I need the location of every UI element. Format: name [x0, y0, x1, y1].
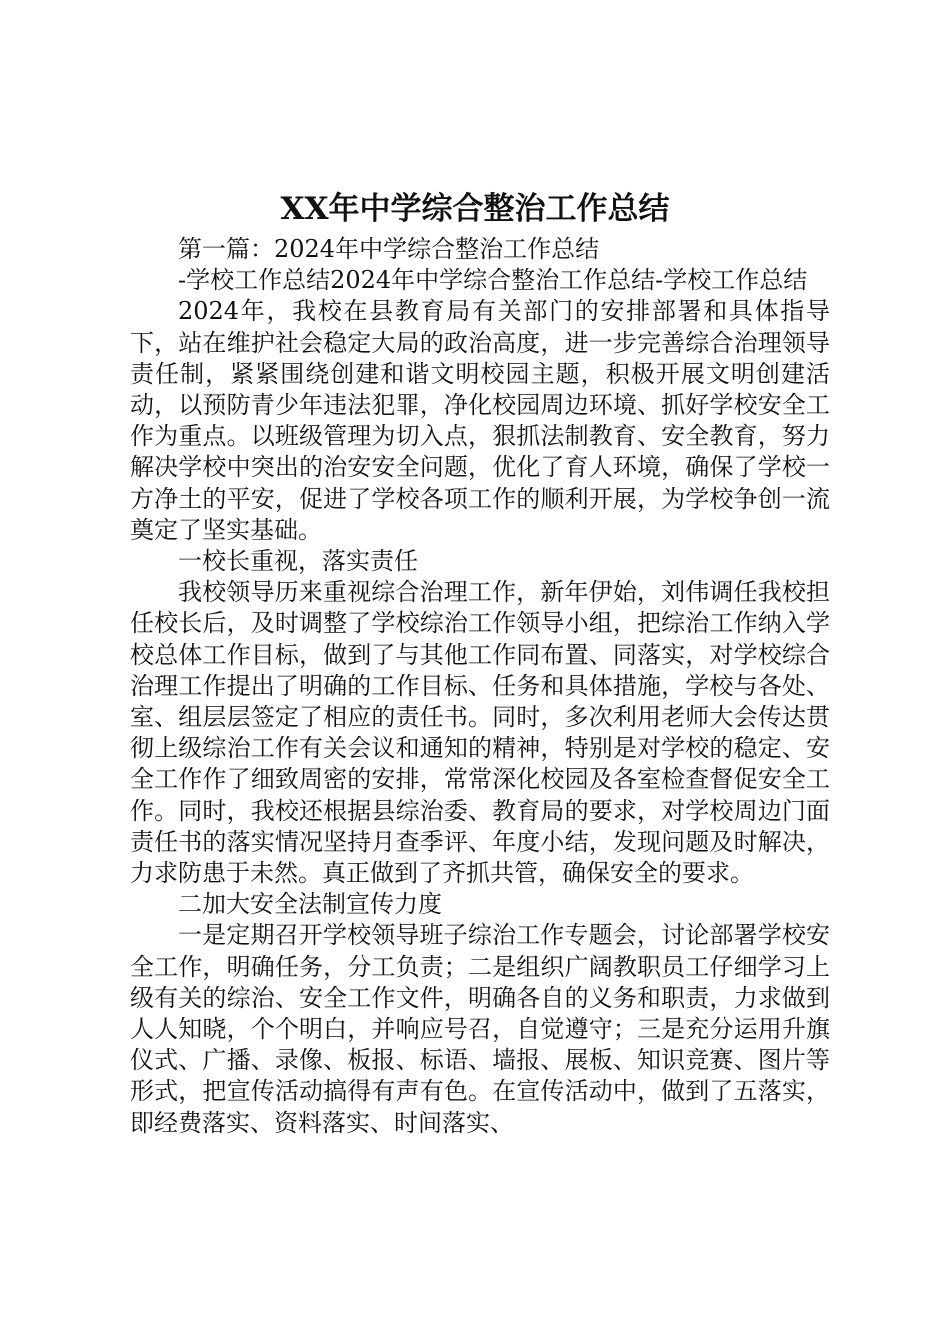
section-heading-one: 一校长重视，落实责任 [178, 547, 418, 576]
document-title: XX年中学综合整治工作总结 [280, 191, 670, 227]
paragraph-intro: 2024年，我校在县教育局有关部门的安排部署和具体指导下，站在维护社会稳定大局的政治高度，进一步完善综合治理领导责任制，紧紧围绕创建和谐文明校园主题，积极开展文明创建活动，以预防青少年违法犯罪，净化校园周边环境、抓好学校安全工作为重点。以班级管理为切入点，狠抓法制教育、安全教育，努力解决学校中突出的治安安全问题，优化了育人环境，确保了学校一方净土的平安，促进了学校各项工作的顺利开展，为学校争创一流奠定了坚实基础。 [130, 297, 830, 544]
paragraph-heading-part-one: 第一篇：2024年中学综合整治工作总结 [178, 235, 600, 263]
paragraph-section-one: 我校领导历来重视综合治理工作，新年伊始，刘伟调任我校担任校长后，及时调整了学校综治工作领导小组，把综治工作纳入学校总体工作目标，做到了与其他工作同布置、同落实，对学校综合治理工作提出了明确的工作目标、任务和具体措施，学校与各处、室、组层层签定了相应的责任书。同时，多次利用老师大会传达贯彻上级综治工作有关会议和通知的精神，特别是对学校的稳定、安全工作作了细致周密的安排，常常深化校园及各室检查督促安全工作。同时，我校还根据县综治委、教育局的要求，对学校周边门面责任书的落实情况坚持月查季评、年度小结，发现问题及时解决，力求防患于未然。真正做到了齐抓共管，确保安全的要求。 [130, 578, 830, 888]
document-body [130, 234, 830, 1139]
section-heading-two: 二加大安全法制宣传力度 [178, 890, 442, 919]
paragraph-section-two: 一是定期召开学校领导班子综治工作专题会，讨论部署学校安全工作，明确任务，分工负责；二是组织广阔教职员工仔细学习上级有关的综治、安全工作文件，明确各自的义务和职责，力求做到人人知晓，个个明白，并响应号召，自觉遵守；三是充分运用升旗仪式、广播、录像、板报、标语、墙报、展板、知识竞赛、图片等形式，把宣传活动搞得有声有色。在宣传活动中，做到了五落实，即经费落实、资料落实、时间落实、 [130, 921, 830, 1137]
paragraph-subtitle: -学校工作总结2024年中学综合整治工作总结-学校工作总结 [178, 266, 808, 295]
